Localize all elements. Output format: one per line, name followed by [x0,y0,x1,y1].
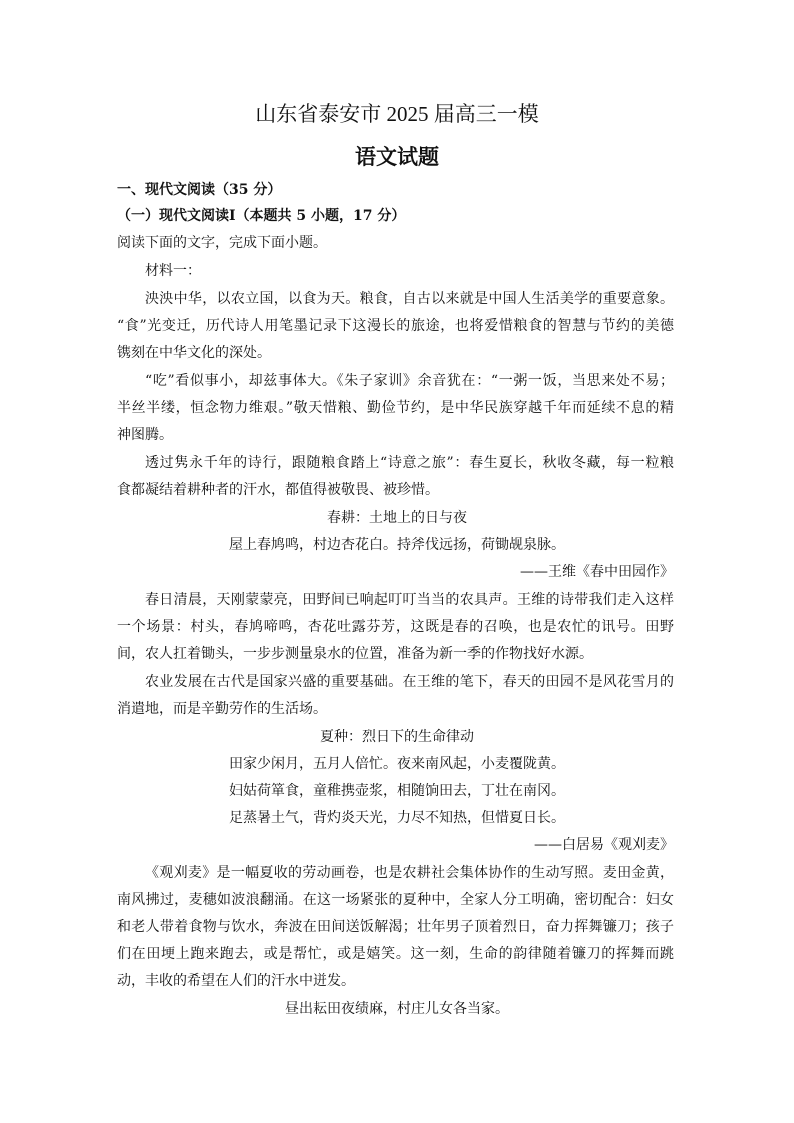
subsection-heading: （一）现代文阅读Ⅰ（本题共 5 小题，17 分） [117,208,406,224]
paragraph-line: 农业发展在古代是国家兴盛的重要基础。在王维的笔下，春天的田园不是风花雪月的 [145,674,674,690]
poem-line: 昼出耘田夜绩麻，村庄儿女各当家。 [285,1001,509,1017]
poem-line: 妇姑荷箪食，童稚携壶浆，相随饷田去，丁壮在南冈。 [229,783,565,799]
paragraph-line: “吃”看似事小，却兹事体大。《朱子家训》余音犹在：“一粥一饭，当思来处不易； [145,373,674,389]
page-title: 山东省泰安市 2025 届高三一模 [255,102,539,126]
instruction-text: 阅读下面的文字，完成下面小题。 [117,235,327,251]
paragraph-line: 动，丰收的希望在人们的汗水中迸发。 [117,973,355,989]
section-heading: 一、现代文阅读（35 分） [117,182,282,198]
paragraph-line: “食”光变迁，历代诗人用笔墨记录下这漫长的旅途，也将爱惜粮食的智慧与节约的美德 [117,318,674,334]
paragraph-line: 半丝半缕，恒念物力维艰。”敬天惜粮、勤俭节约，是中华民族穿越千年而延续不息的精 [117,400,674,416]
poem-heading: 春耕：土地上的日与夜 [327,510,467,526]
poem-attribution: ——王维《春中田园作》 [520,564,674,580]
paragraph-line: 一个场景：村头，春鸠啼鸣，杏花吐露芬芳，这既是春的召唤，也是农忙的讯号。田野 [117,619,674,635]
poem-line: 田家少闲月，五月人倍忙。夜来南风起，小麦覆陇黄。 [229,756,565,772]
paragraph-line: 食都凝结着耕种者的汗水，都值得被敬畏、被珍惜。 [117,482,439,498]
paragraph-line: 南风拂过，麦穗如波浪翻涌。在这一场紧张的夏种中，全家人分工明确，密切配合：妇女 [117,892,674,908]
paragraph-line: 《观刈麦》是一幅夏收的劳动画卷，也是农耕社会集体协作的生动写照。麦田金黄， [145,865,674,881]
paragraph-line: 春日清晨，天刚蒙蒙亮，田野间已响起叮叮当当的农具声。王维的诗带我们走入这样 [145,592,674,608]
material-label: 材料一： [145,263,201,279]
paragraph-line: 间，农人扛着锄头，一步步测量泉水的位置，准备为新一季的作物找好水源。 [117,646,593,662]
poem-line: 足蒸暑土气，背灼炎天光，力尽不知热，但惜夏日长。 [229,810,565,826]
poem-line: 屋上春鸠鸣，村边杏花白。持斧伐远扬，荷锄觇泉脉。 [229,537,565,553]
paragraph-line: 和老人带着食物与饮水，奔波在田间送饭解渴；壮年男子顶着烈日，奋力挥舞镰刀；孩子 [117,919,674,935]
paragraph-line: 消遣地，而是辛勤劳作的生活场。 [117,701,327,717]
paragraph-line: 透过隽永千年的诗行，跟随粮食踏上“诗意之旅”：春生夏长，秋收冬藏，每一粒粮 [145,455,674,471]
paragraph-line: 神图腾。 [117,427,173,443]
paragraph-line: 们在田埂上跑来跑去，或是帮忙，或是嬉笑。这一刻，生命的韵律随着镰刀的挥舞而跳 [117,946,674,962]
poem-attribution: ——白居易《观刈麦》 [534,837,674,853]
poem-heading: 夏种：烈日下的生命律动 [320,729,474,745]
paragraph-line: 泱泱中华，以农立国，以食为天。粮食，自古以来就是中国人生活美学的重要意象。 [145,291,674,307]
page-subtitle: 语文试题 [355,145,439,169]
paragraph-line: 镌刻在中华文化的深处。 [117,345,271,361]
